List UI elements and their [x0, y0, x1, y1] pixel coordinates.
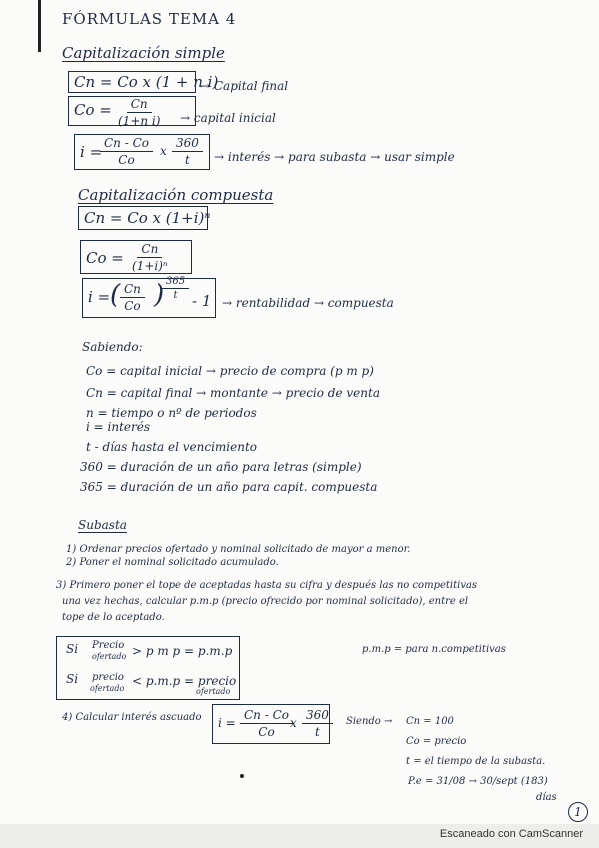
page-number: 1 — [568, 802, 588, 822]
fraction-denominator: t — [315, 725, 320, 739]
fraction-numerator: 360 — [302, 708, 333, 724]
fraction-360-t — [172, 136, 203, 167]
fraction-co-simple — [118, 97, 160, 128]
scanner-footer — [0, 824, 599, 848]
formula-cn-simple: Cn = Co x (1 + n i) — [74, 73, 219, 91]
fraction-denominator: Co — [124, 299, 141, 313]
definition-line: Cn = capital final → montante → precio de venta — [86, 386, 380, 400]
heading-compuesta: Capitalización compuesta — [78, 186, 274, 204]
rule2-result: < p.m.p = precio — [132, 674, 237, 688]
pmp-note: p.m.p = para n.competitivas — [362, 644, 506, 655]
definition-line: i = interés — [86, 420, 151, 434]
subasta-step: 3) Primero poner el tope de aceptadas hasta su cifra y después las no competitivas — [56, 580, 478, 591]
fraction-numerator: Cn - Co — [240, 708, 293, 724]
heading-subasta: Subasta — [78, 518, 127, 532]
rule2-precio: precio — [92, 672, 124, 683]
siendo-co: Co = precio — [406, 736, 467, 747]
definition-line: 365 = duración de un año para capit. compuesta — [80, 480, 378, 494]
formula-co-compuesta-lhs: Co = — [86, 249, 124, 267]
fraction-denominator: t — [173, 290, 178, 301]
fraction-numerator: 360 — [172, 136, 203, 152]
definition-line: Co = capital inicial → precio de compra (p m p) — [86, 364, 374, 378]
formula-co-lhs: Co = — [74, 101, 112, 119]
subasta-step: 1) Ordenar precios ofertado y nominal solicitado de mayor a menor. — [66, 544, 411, 555]
times-sign: x — [160, 144, 167, 158]
subasta-step: 2) Poner el nominal solicitado acumulado. — [66, 557, 279, 568]
formula-i-subasta-lhs: i = — [218, 716, 236, 730]
fraction-numerator: Cn — [120, 282, 145, 298]
open-paren: ( — [110, 280, 121, 310]
siendo-pe: P.e = 31/08 → 30/sept (183) — [408, 776, 548, 787]
scanner-watermark: Escaneado con CamScanner — [439, 828, 583, 840]
fraction-denominator: Co — [258, 725, 275, 739]
fraction-co-compuesta — [132, 242, 168, 273]
fraction-denominator: Co — [118, 153, 135, 167]
definition-line: n = tiempo o nº de periodos — [86, 406, 257, 420]
margin-line — [38, 0, 41, 52]
siendo-cn: Cn = 100 — [406, 716, 454, 727]
rule1-precio: Precio — [92, 640, 125, 651]
fraction-denominator: t — [185, 153, 190, 167]
fraction-cn-co — [120, 282, 145, 313]
fraction-i-simple — [100, 136, 153, 167]
fraction-i-subasta — [240, 708, 293, 739]
formula-cn-compuesta: Cn = Co x (1+i)ⁿ — [84, 209, 211, 227]
siendo-dias: días — [536, 792, 557, 803]
formula-i-compuesta-lhs: i = — [88, 288, 111, 306]
heading-sabiendo: Sabiendo: — [82, 340, 143, 354]
rule2-si: Si — [66, 672, 79, 686]
close-paren: ) — [154, 280, 165, 310]
fraction-numerator: Cn — [127, 97, 152, 113]
fraction-denominator: (1+i)ⁿ — [132, 259, 168, 273]
fraction-numerator: Cn - Co — [100, 136, 153, 152]
fraction-denominator: (1+n i) — [118, 114, 161, 128]
definition-line: 360 = duración de un año para letras (simple) — [80, 460, 362, 474]
fraction-numerator: 365 — [162, 276, 189, 289]
subasta-step-4: 4) Calcular interés ascuado — [62, 712, 202, 723]
subasta-step: tope de lo aceptado. — [62, 612, 165, 623]
definition-line: t - días hasta el vencimiento — [86, 440, 257, 454]
rule2-ofertado: ofertado — [90, 684, 125, 693]
times-sign-subasta: x — [290, 716, 297, 730]
rule1-result: > p m p = p.m.p — [132, 644, 233, 658]
note-interes-subasta: → interés → para subasta → usar simple — [214, 150, 455, 164]
page-title: FÓRMULAS TEMA 4 — [62, 10, 237, 28]
siendo-label: Siendo → — [346, 716, 393, 727]
heading-simple: Capitalización simple — [62, 44, 225, 62]
exponent-fraction — [162, 276, 189, 301]
rule1-si: Si — [66, 642, 79, 656]
siendo-t: t = el tiempo de la subasta. — [406, 756, 546, 767]
note-rentabilidad: → rentabilidad → compuesta — [222, 296, 394, 310]
rule2-result-ofertado: ofertado — [196, 687, 231, 696]
minus-one: - 1 — [192, 292, 212, 310]
fraction-360-t-subasta — [302, 708, 333, 739]
subasta-step: una vez hechas, calcular p.m.p (precio ofrecido por nominal solicitado), entre el — [62, 596, 469, 607]
note-capital-inicial: → capital inicial — [180, 111, 276, 125]
rule1-ofertado: ofertado — [92, 652, 127, 661]
fraction-numerator: Cn — [137, 242, 162, 258]
formula-i-lhs: i = — [80, 143, 103, 161]
note-capital-final: → Capital final — [200, 79, 289, 93]
ink-dot — [240, 774, 244, 778]
